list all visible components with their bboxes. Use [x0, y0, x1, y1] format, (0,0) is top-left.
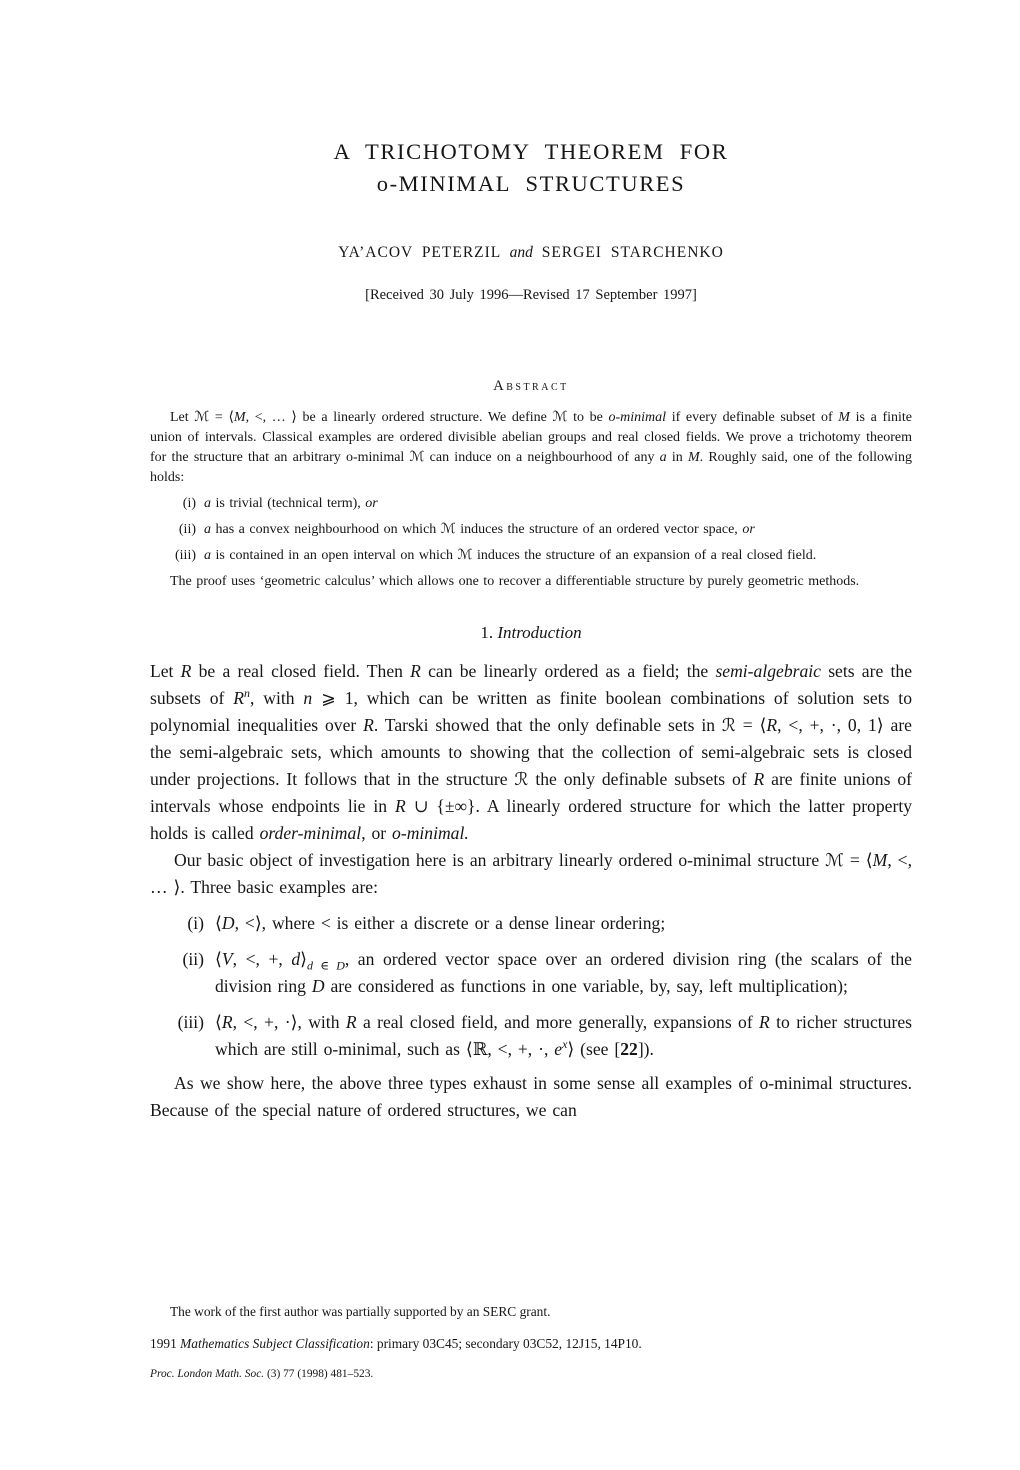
abstract-case-text: a has a convex neighbourhood on which ℳ induces the structure of an ordered vector space, or: [204, 522, 755, 537]
introduction-paragraph-1: Let R be a real closed field. Then R can be linearly ordered as a field; the semi-algebraic sets are the subsets of $R^n$, with n ⩾ 1, which can be written as finite boolean combinations of solution sets to polynomial inequalities over R. Tarski showed that the only definable sets in ℛ = ⟨R, <, +, ·, 0, 1⟩ are the semi-algebraic sets, which amounts to showing that the collection of semi-algebraic sets is closed under projections. It follows that in the structure ℛ the only definable subsets of R are finite unions of intervals whose endpoints lie in R ∪ {±∞}. A linearly ordered structure for which the latter property holds is called order-minimal, or o-minimal.: [150, 661, 912, 843]
abstract-intro-paragraph: Let ℳ = ⟨M, <, … ⟩ be a linearly ordered structure. We define ℳ to be o-minimal if every definable subset of M is a finite union of intervals. Classical examples are ordered divisible abelian groups and real closed fields. We prove a trichotomy theorem for the structure that an arbitrary o-minimal ℳ can induce on a neighbourhood of any a in M. Roughly said, one of the following holds:: [150, 410, 913, 485]
introduction-body: [150, 658, 912, 1124]
received-line: [Received 30 July 1996—Revised 17 September 1997]: [365, 287, 697, 303]
example-text: ⟨R, <, +, ·⟩, with R a real closed field, and more generally, expansions of R to richer structures which are still o-minimal, such as ⟨ℝ, <, +, ·, $e^x⟩$ (see [22]).: [215, 1012, 912, 1059]
abstract-case-label: (i): [182, 496, 196, 511]
example-label: (ii): [182, 949, 204, 969]
abstract-case-label: (ii): [178, 522, 196, 537]
authors-line: [150, 244, 912, 262]
section-title: Introduction: [497, 623, 582, 642]
author-name-1: YA’ACOV PETERZIL: [338, 244, 501, 261]
abstract-case-item: [150, 546, 912, 566]
section-heading-introduction: [150, 621, 912, 645]
title-line-2: o-MINIMAL STRUCTURES: [376, 171, 686, 196]
abstract-case-label: (iii): [175, 548, 196, 563]
example-item: [150, 1009, 912, 1063]
abstract-case-item: [150, 520, 912, 540]
example-text: ⟨D, <⟩, where < is either a discrete or a dense linear ordering;: [215, 913, 666, 933]
introduction-paragraph-3: As we show here, the above three types exhaust in some sense all examples of o-minimal structures. Because of the special nature of ordered structures, we can: [150, 1073, 912, 1120]
abstract-case-item: [150, 494, 912, 514]
authors-connector: and: [509, 244, 533, 261]
footnotes-block: [150, 1302, 912, 1384]
example-label: (i): [187, 913, 204, 933]
example-text: ⟨V, <, +, $d⟩_{d \in D}$, an ordered vector space over an ordered division ring (the scalars of the division ring D are considered as functions in one variable, by, say, left multiplication);: [215, 949, 912, 996]
abstract-case-text: a is trivial (technical term), or: [204, 496, 378, 511]
example-item: [150, 910, 912, 937]
page-content: [150, 0, 912, 1124]
introduction-paragraph-2: Our basic object of investigation here is an arbitrary linearly ordered o-minimal structure ℳ = ⟨M, <, … ⟩. Three basic examples are:: [150, 850, 912, 897]
example-label: (iii): [177, 1012, 204, 1032]
abstract-case-list: [150, 494, 912, 566]
abstract-heading: Abstract: [493, 378, 569, 394]
paper-title: [150, 136, 912, 200]
footnote-grant: The work of the first author was partially supported by an SERC grant.: [170, 1304, 551, 1319]
abstract-case-text: a is contained in an open interval on which ℳ induces the structure of an expansion of a real closed field.: [204, 548, 817, 563]
footnote-journal-citation: Proc. London Math. Soc. (3) 77 (1998) 481–523.: [150, 1368, 374, 1380]
abstract-closing-paragraph: The proof uses ‘geometric calculus’ which allows one to recover a differentiable structure by purely geometric methods.: [170, 574, 860, 589]
footnote-msc: 1991 Mathematics Subject Classification: primary 03C45; secondary 03C52, 12J15, 14P10.: [150, 1336, 642, 1351]
example-item: [150, 946, 912, 1000]
author-name-2: SERGEI STARCHENKO: [541, 244, 724, 261]
title-line-1: A TRICHOTOMY THEOREM FOR: [333, 139, 729, 164]
section-number: 1.: [480, 623, 494, 642]
abstract-section: [150, 408, 912, 592]
examples-list: [150, 910, 912, 1063]
